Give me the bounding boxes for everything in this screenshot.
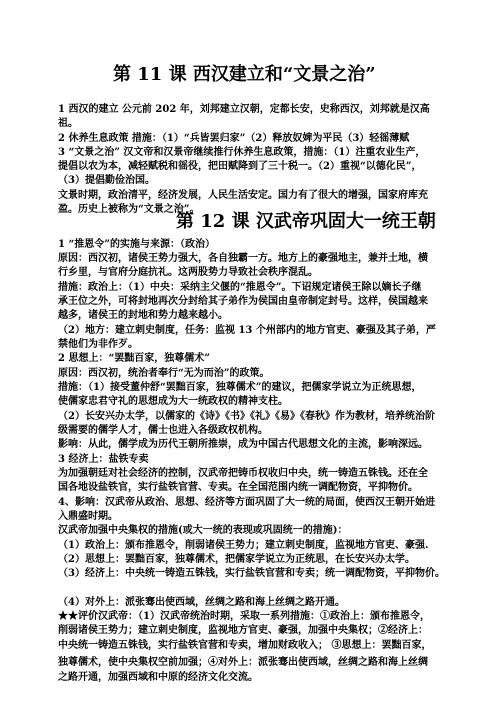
text-line: （4）对外上：派张骞出使西域，丝绸之路和海上丝绸之路开通。 bbox=[58, 597, 345, 608]
text-line: 2 休养生息政策 措施：（1）“兵皆罢归家”（2）释放奴婢为平民（3）轻徭薄赋 bbox=[58, 133, 410, 144]
text-line: （2）长安兴办太学，以儒家的《诗》《书》《礼》《易》《春秋》作为教材，培养统治阶 bbox=[58, 411, 435, 422]
text-line: （2）思想上：罢黜百家，独尊儒术，把儒家学说立为正统思，在长安兴办太学。 bbox=[58, 554, 415, 565]
text-line: ★★评价汉武帝：（1）汉武帝统治时期，采取一系列措施：①政治上：颁布推恩令， bbox=[58, 611, 430, 622]
text-line: 2 思想上：“罢黜百家，独尊儒术” bbox=[58, 353, 210, 364]
text-line: 承王位之外，可将封地再次分封给其子弟作为侯国由皇帝制定封号。这样，侯国越来 bbox=[58, 296, 428, 307]
text-line: 1 “推恩令”的实施与来源：（政治） bbox=[58, 239, 215, 250]
text-line: 提倡以农为本，减轻赋税和徭役，把田赋降到了三十税一。（2）重视“以德化民”， bbox=[58, 161, 422, 172]
text-line: 国各地设盐铁官，实行盐铁官营、专卖。在全国范围内统一调配物资，平抑物价。 bbox=[58, 482, 418, 493]
text-line: （2）地方：建立刺史制度，任务：监视 13 个州部内的地方官吏、豪强及其子弟，严 bbox=[58, 325, 436, 336]
text-line: 3 “文景之治” 汉文帝和汉景帝继续推行休养生息政策，措施：（1）注重农业生产， bbox=[58, 147, 426, 158]
text-line: 盈。历史上被称为“文景之治”。 bbox=[58, 204, 200, 215]
lesson-11-title: 第 11 课 西汉建立和“文景之治” bbox=[113, 64, 376, 85]
text-line: 中央统一铸造五铢钱，实行盐铁官营和专卖，增加财政收入； ③思想上：罢黜百家， bbox=[58, 640, 432, 651]
text-line: 原因：西汉初，诸侯王势力强大，各自独霸一方。地方上的豪强地主，兼并土地，横 bbox=[58, 253, 428, 264]
text-line: 措施：（1）接受董仲舒“罢黜百家，独尊儒术”的建议，把儒家学说立为正统思想， bbox=[58, 382, 422, 393]
text-line: 祖。 bbox=[58, 118, 78, 129]
text-line: （1）政治上：颁布推恩令，削弱诸侯王势力；建立刺史制度，监视地方官吏、豪强. bbox=[58, 540, 429, 551]
text-line: 禁他们为非作歹。 bbox=[58, 339, 138, 350]
text-line: 汉武帝加强中央集权的措施(或大一统的表现或巩固统一的措施)： bbox=[58, 525, 348, 536]
text-line: 影响：从此，儒学成为历代王朝所推崇，成为中国古代思想文化的主流，影响深远。 bbox=[58, 439, 428, 450]
text-line: 越多，诸侯王的封地和势力越来越小。 bbox=[58, 310, 228, 321]
text-line: 1 西汉的建立 公元前 202 年，刘邦建立汉朝，定都长安，史称西汉，刘邦就是汉高 bbox=[58, 104, 430, 115]
text-line: 措施：政治上：（1）中央：采纳主父偃的“推恩令”。下诏规定诸侯王除以嫡长子继 bbox=[58, 282, 422, 293]
text-line: 之路开通，加强西域和中原的经济文化交流。 bbox=[58, 672, 258, 683]
text-line: 4、影响：汉武帝从政治、思想、经济等方面巩固了大一统的局面，使西汉王朝开始进 bbox=[58, 497, 435, 508]
text-line: 行乡里，与官府分庭抗礼。这两股势力导致社会秩序混乱。 bbox=[58, 267, 318, 278]
text-line: 入鼎盛时期。 bbox=[58, 511, 118, 522]
text-line: 文景时期，政治清平，经济发展，人民生活安定。国力有了很大的增强，国家府库充 bbox=[58, 190, 428, 201]
text-line: 使儒家忠君守礼的思想成为大一统政权的精神支柱。 bbox=[58, 396, 288, 407]
lesson-12-title: 第 12 课 汉武帝巩固大一统王朝 bbox=[176, 211, 436, 232]
text-line: （3）提倡勤俭治国。 bbox=[58, 175, 155, 186]
text-line: 削弱诸侯王势力；建立刺史制度，监视地方官吏、豪强，加强中央集权；②经济上： bbox=[58, 625, 428, 636]
text-line: 为加强朝廷对社会经济的控制，汉武帝把铸币权收归中央，统一铸造五铢钱。还在全 bbox=[58, 468, 428, 479]
text-line: 原因：西汉初，统治者奉行“无为而治”的政策。 bbox=[58, 368, 270, 379]
text-line: （3）经济上：中央统一铸造五铢钱，实行盐铁官营和专卖；统一调配物资，平抑物价。 bbox=[58, 568, 445, 579]
text-line: 级需要的儒学人才，儒士也进入各级政权机构。 bbox=[58, 425, 268, 436]
text-line: 独尊儒术，使中央集权空前加强；④对外上：派张骞出使西域，丝绸之路和海上丝绸 bbox=[58, 657, 428, 668]
text-line: 3 经济上：盐铁专卖 bbox=[58, 454, 149, 465]
